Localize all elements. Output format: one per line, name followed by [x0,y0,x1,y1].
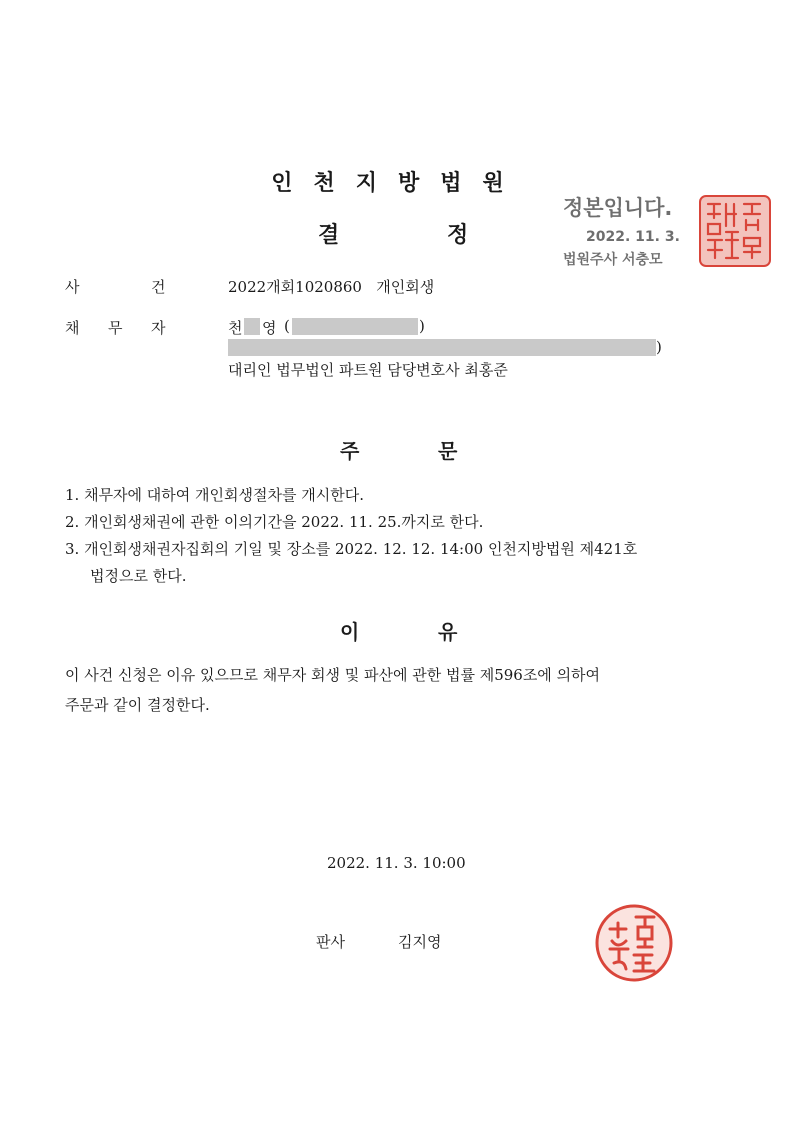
redaction-box [292,318,418,335]
case-name: 개인회생 [376,278,435,296]
order-heading-right: 문 [438,439,458,463]
order-heading-left: 주 [340,439,360,463]
debtor-name-last: 영 [262,319,277,337]
debtor-label-2: 무 [108,319,123,337]
case-number-value: 2022개회1020860 [228,278,362,296]
court-seal-icon [698,194,772,268]
redaction-box [228,339,656,356]
redaction-box [244,318,260,335]
decision-datetime: 2022. 11. 3. 10:00 [327,854,466,872]
reason-heading-right: 유 [438,620,458,644]
order-item-1: 1. 채무자에 대하여 개인회생절차를 개시한다. [65,486,364,504]
debtor-agent: 대리인 법무법인 파트원 담당변호사 최홍준 [228,361,508,379]
reason-line-1: 이 사건 신청은 이유 있으므로 채무자 회생 및 파산에 관한 법률 제596조에 의하여 [65,666,601,684]
paren-close: ) [419,317,425,335]
order-item-3: 3. 개인회생채권자집회의 기일 및 장소를 2022. 12. 12. 14:00 인천지방법원 제421호 [65,540,638,558]
certification-text: 정본입니다. [563,196,673,220]
debtor-label-1: 채 [65,319,80,337]
paren-close: ) [656,338,662,356]
certification-date: 2022. 11. 3. [586,229,680,245]
order-item-2: 2. 개인회생채권에 관한 이의기간을 2022. 11. 25.까지로 한다. [65,513,484,531]
reason-line-2: 주문과 같이 결정한다. [65,696,210,714]
debtor-name-first: 천 [228,319,243,337]
doc-type-left: 결 [318,223,340,248]
certification-clerk: 법원주사 서충모 [563,252,663,268]
judge-name: 김지영 [398,933,442,951]
reason-heading-left: 이 [340,620,360,644]
case-label-2: 건 [151,278,166,296]
court-name: 인천지방법원 [271,171,525,196]
case-number [228,276,434,297]
debtor-label-3: 자 [151,319,166,337]
paren-open: ( [284,317,290,335]
order-item-3-continued: 법정으로 한다. [90,567,187,585]
judge-title: 판사 [316,933,345,951]
doc-type-right: 정 [447,223,469,248]
judge-seal-icon [594,903,674,983]
case-label-1: 사 [65,278,80,296]
